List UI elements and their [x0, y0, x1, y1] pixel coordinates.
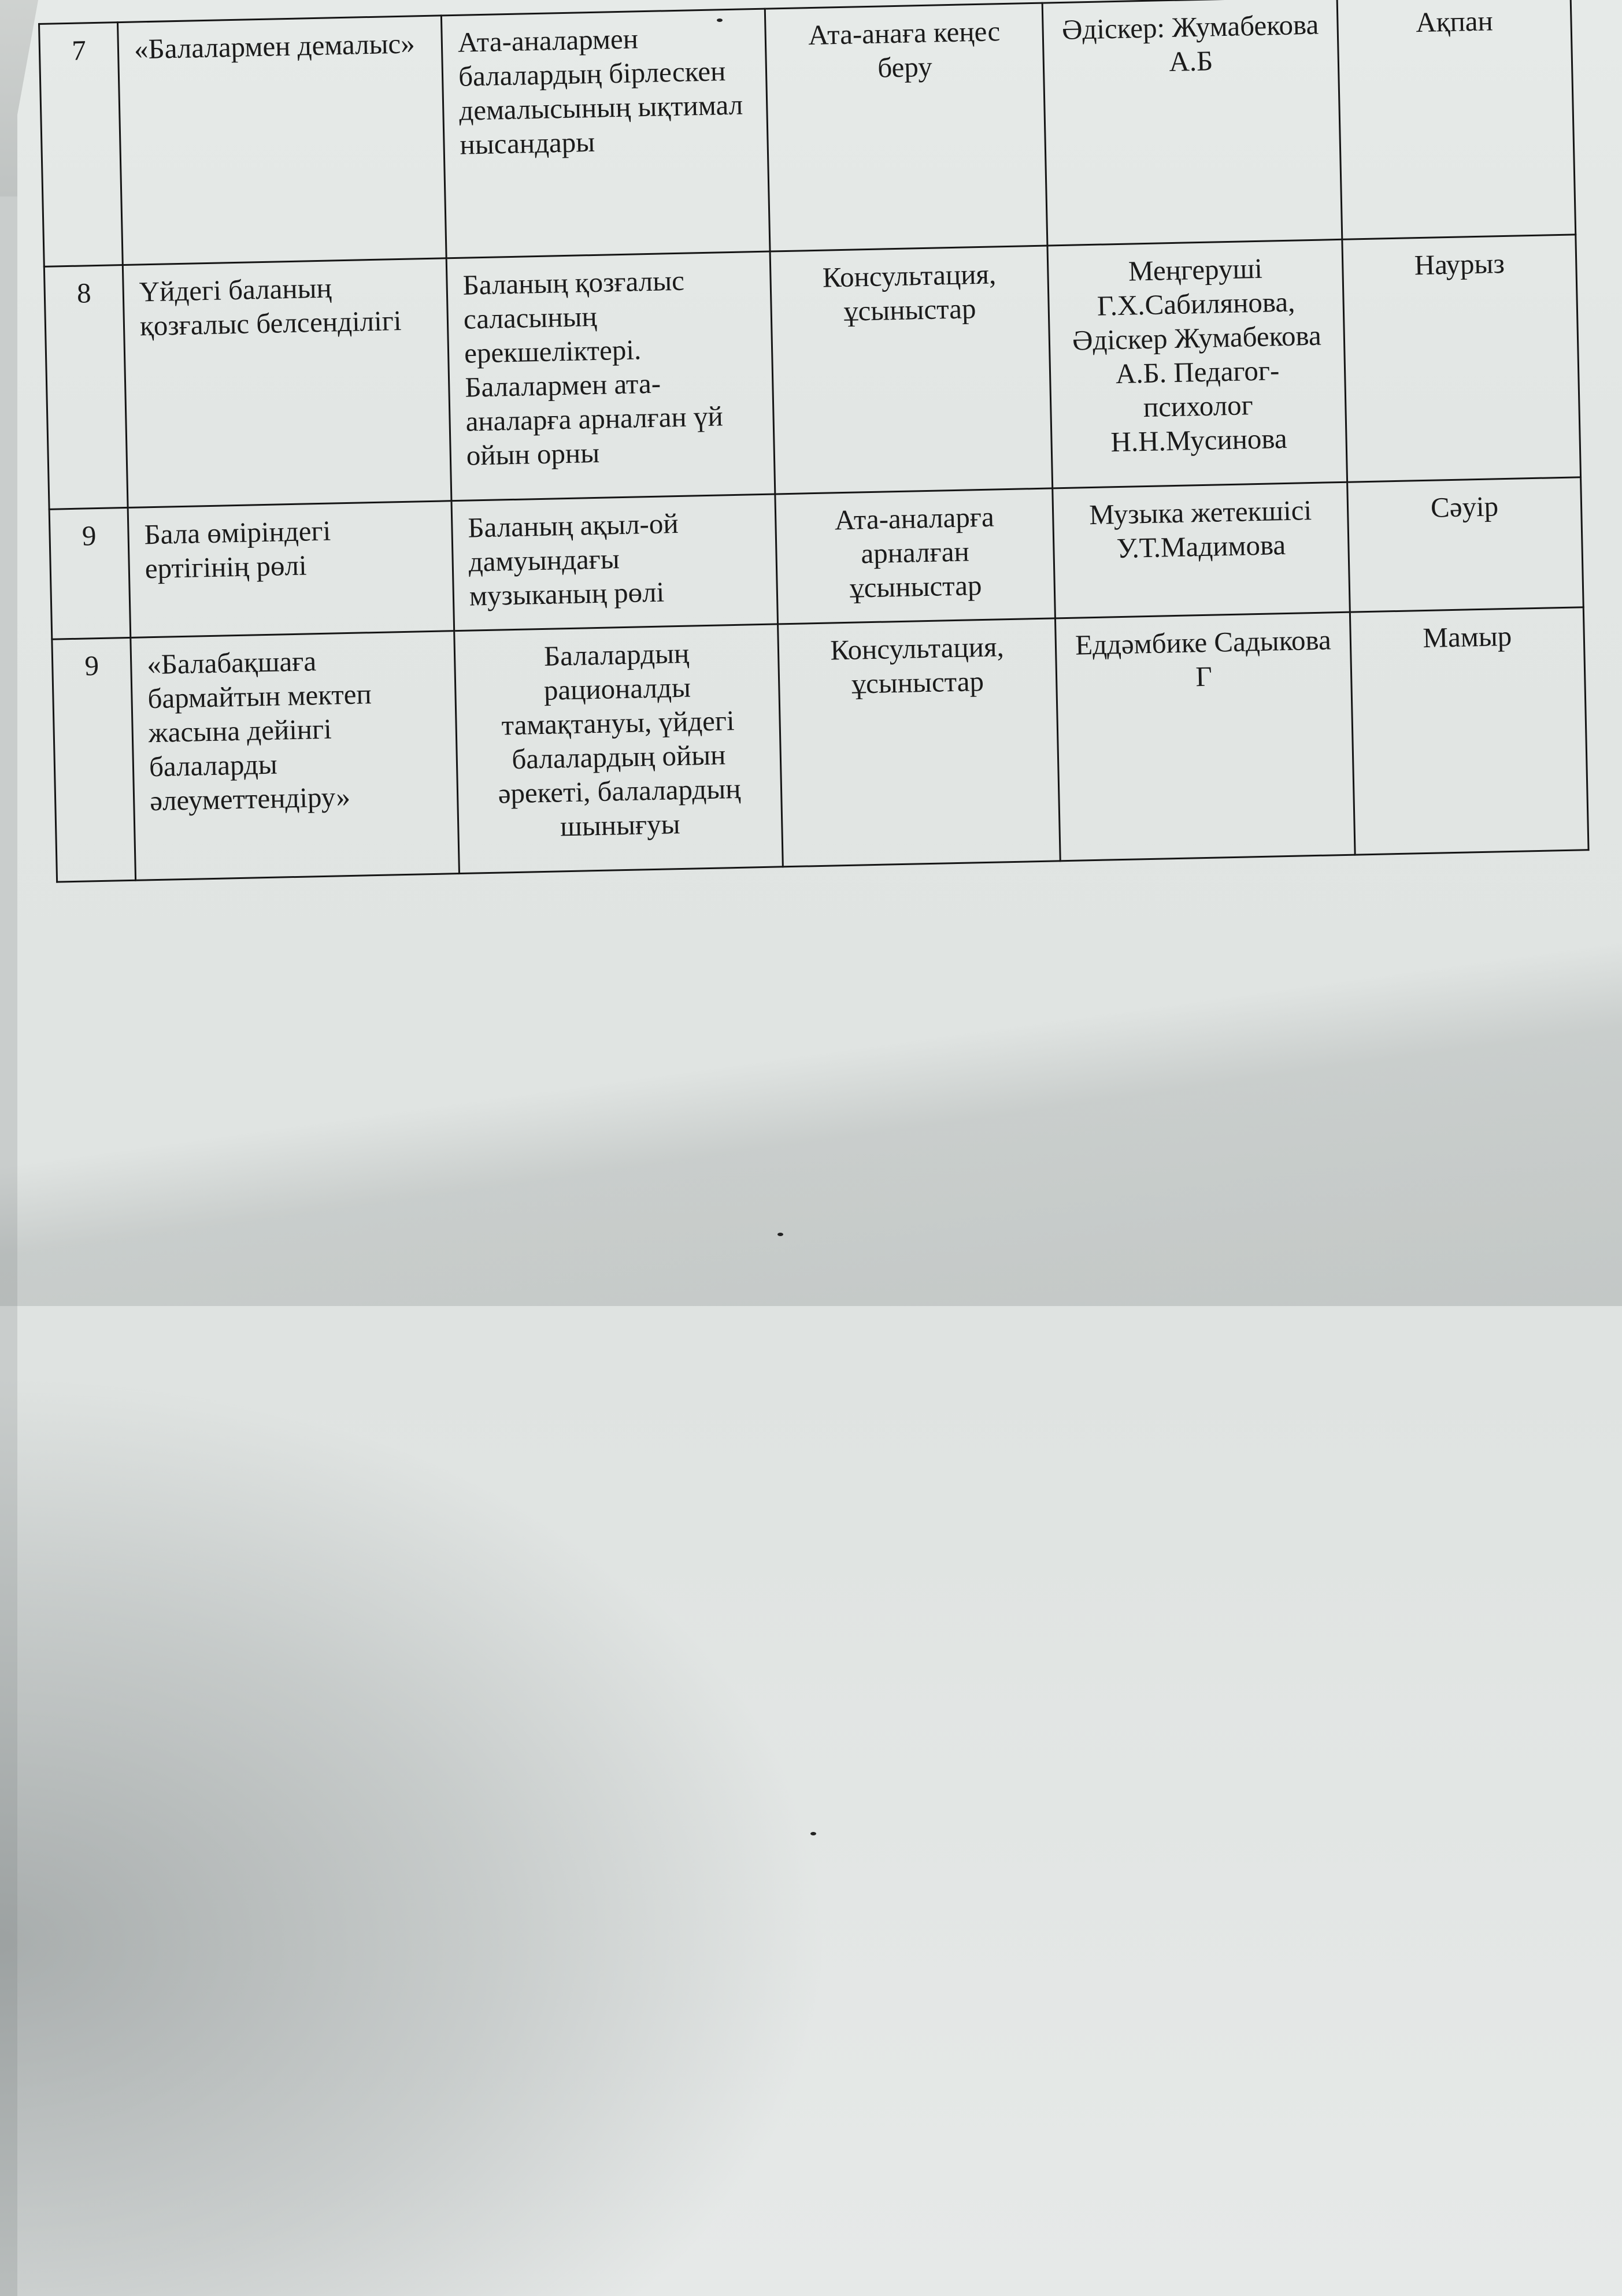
row-month: Сәуір — [1347, 477, 1584, 612]
row-responsible: Музыка жетекшісі У.Т.Мадимова — [1053, 482, 1350, 618]
row-topic: Бала өміріндегі ертігінің рөлі — [128, 501, 454, 638]
row-number: 8 — [44, 265, 128, 510]
dust-speck — [810, 1832, 816, 1835]
row-number: 7 — [39, 23, 123, 267]
row-month: Мамыр — [1350, 607, 1588, 855]
dust-speck — [777, 1233, 783, 1236]
row-form: Ата-анаға кеңес беру — [765, 3, 1047, 251]
schedule-table-wrapper — [38, 0, 1588, 883]
table-row — [44, 235, 1580, 509]
row-content: Ата-аналармен балалардың бірлескен демалысының ықтимал нысандары — [441, 9, 770, 258]
row-content: Балалардың рационалды тамақтануы, үйдегі балалардың ойын әрекеті, балалардың шынығуы — [454, 624, 783, 874]
row-topic: «Балабақшаға бармайтын мектеп жасына дейінгі балаларды әлеуметтендіру» — [131, 631, 460, 881]
row-month: Ақпан — [1337, 0, 1576, 239]
row-month: Наурыз — [1342, 235, 1581, 482]
row-responsible: Әдіскер: Жумабекова А.Б — [1042, 0, 1342, 246]
row-content: Баланың қозғалыс саласының ерекшеліктері. Балалармен ата-аналарға арналған үй ойын орны — [446, 251, 775, 501]
row-responsible: Еддәмбике Садыкова Г — [1055, 612, 1355, 861]
row-form: Консультация, ұсыныстар — [770, 246, 1053, 494]
row-form: Консультация, ұсыныстар — [778, 618, 1061, 867]
table-row — [52, 607, 1588, 882]
dust-speck — [717, 18, 723, 22]
table-row — [39, 0, 1576, 266]
row-content: Баланың ақыл-ой дамуындағы музыканың рөлі — [451, 494, 778, 631]
schedule-table — [38, 0, 1590, 883]
row-number: 9 — [52, 637, 136, 882]
row-number: 9 — [49, 507, 131, 639]
row-topic: Үйдегі баланың қозғалыс белсенділігі — [123, 258, 451, 508]
row-form: Ата-аналарға арналған ұсыныстар — [775, 488, 1056, 624]
row-responsible: Меңгеруші Г.Х.Сабилянова, Әдіскер Жумабекова А.Б. Педагог-психолог Н.Н.Мусинова — [1047, 239, 1347, 488]
row-topic: «Балалармен демалыс» — [118, 16, 447, 265]
